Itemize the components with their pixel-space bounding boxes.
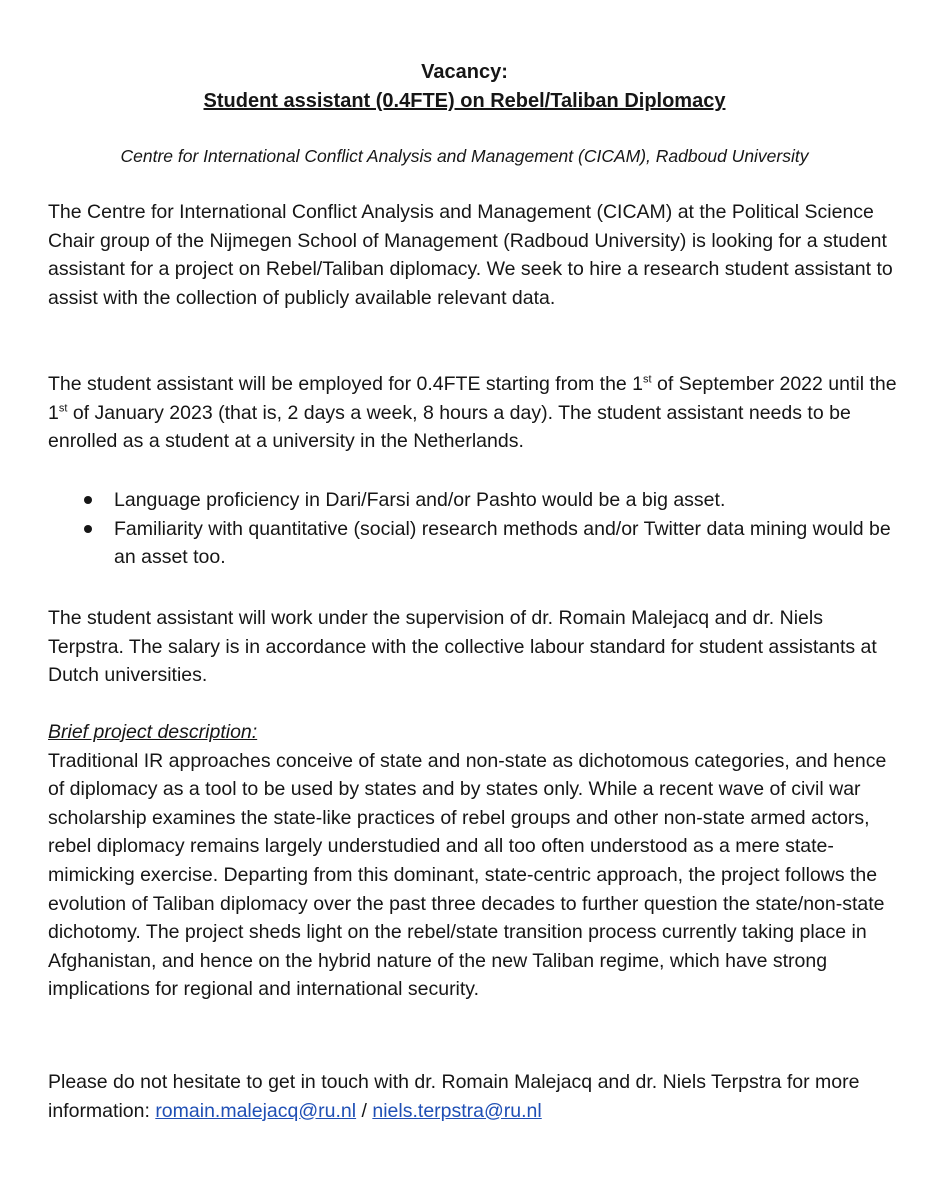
employment-text-1: The student assistant will be employed for 0.4FTE starting from the 1: [48, 373, 644, 395]
requirement-text: Familiarity with quantitative (social) research methods and/or Twitter data mining would be an asset too.: [114, 517, 891, 569]
project-description: Traditional IR approaches conceive of state and non-state as dichotomous categories, and hence of diplomacy as a tool to be used by states and by states only. While a recent wave of civil war scholarship examines the state-like practices of rebel groups and other non-state armed actors, rebel diplomacy remains largely understudied and all too often understood as a mere state-mimicking exercise. Departing from this dominant, state-centric approach, the project follows the evolution of Taliban diplomacy over the past three decades to further question the state/non-state dichotomy. The project sheds light on the rebel/state transition process currently taking place in Afghanistan, and hence on the hybrid nature of the new Taliban regime, which have strong implications for regional and international security.: [48, 749, 887, 1001]
contact-paragraph: [48, 1068, 898, 1125]
title-line-vacancy: Vacancy:: [421, 61, 508, 83]
requirement-text: Language proficiency in Dari/Farsi and/or Pashto would be a big asset.: [114, 489, 726, 511]
email-separator: /: [356, 1099, 373, 1122]
project-section: [48, 718, 898, 1004]
superscript-st-1: st: [643, 373, 652, 386]
employment-text-3: of January 2023 (that is, 2 days a week, 8 hours a day). The student assistant needs to be enrolled as a student at a university in the Netherlands.: [48, 401, 851, 453]
contact-text: Please do not hesitate to get in touch with dr. Romain Malejacq and dr. Niels Terpstra for more information:: [48, 1071, 860, 1122]
employment-text-2: of September 2022 until the 1: [48, 373, 897, 424]
requirements-list: [48, 486, 898, 572]
superscript-st-2: st: [58, 402, 68, 415]
title-line-position: Student assistant (0.4FTE) on Rebel/Taliban Diplomacy: [203, 90, 726, 112]
bullet-icon: [84, 525, 92, 533]
email-link-terpstra[interactable]: niels.terpstra@ru.nl: [372, 1099, 542, 1122]
list-item: [48, 515, 898, 572]
affiliation-line: Centre for International Conflict Analysis and Management (CICAM), Radboud University: [120, 146, 809, 166]
list-item: [48, 486, 898, 515]
email-link-malejacq[interactable]: romain.malejacq@ru.nl: [155, 1099, 357, 1122]
supervision-paragraph: The student assistant will work under the supervision of dr. Romain Malejacq and dr. Niels Terpstra. The salary is in accordance with the collective labour standard for student assistants at Dutch universities.: [48, 607, 877, 687]
intro-paragraph: The Centre for International Conflict Analysis and Management (CICAM) at the Political Science Chair group of the Nijmegen School of Management (Radboud University) is looking for a student assistant for a project on Rebel/Taliban diplomacy. We seek to hire a research student assistant to assist with the collection of publicly available relevant data.: [48, 201, 893, 309]
bullet-icon: [84, 496, 92, 504]
vacancy-title: [0, 58, 929, 116]
employment-paragraph: [48, 370, 898, 456]
project-heading: Brief project description:: [48, 721, 258, 743]
